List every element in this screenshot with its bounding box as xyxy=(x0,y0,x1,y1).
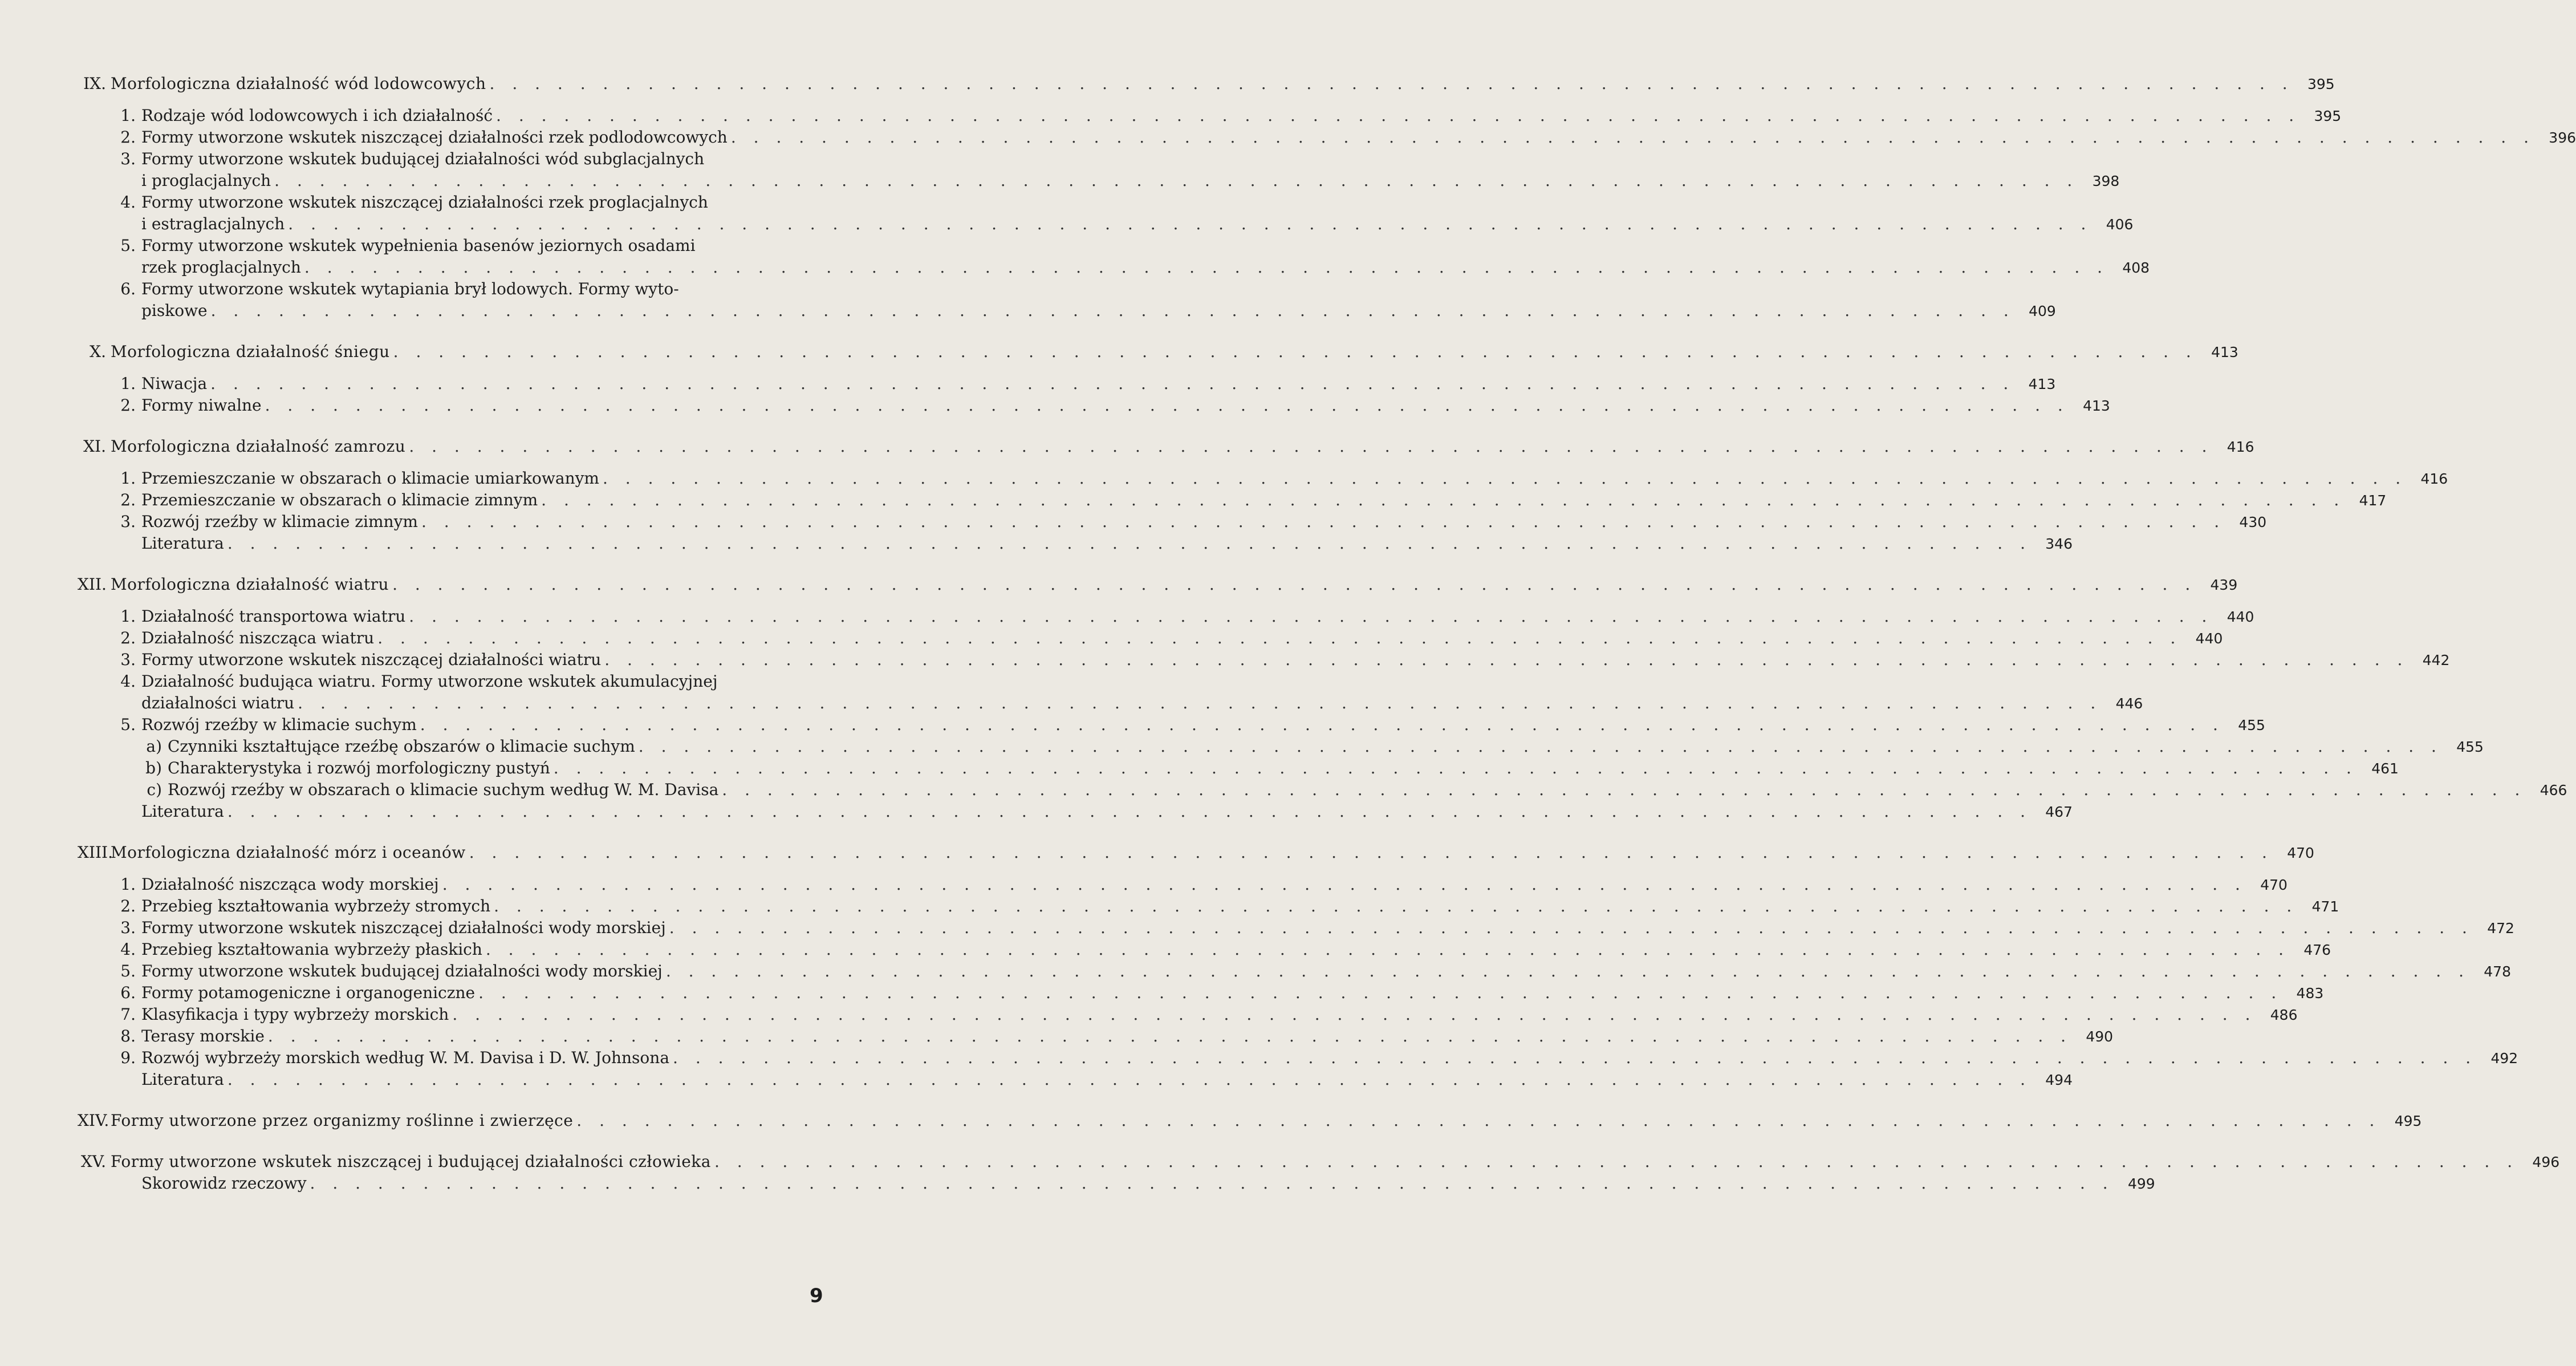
toc-entry-title: i proglacjalnych xyxy=(141,171,271,190)
toc-entry-title: Terasy morskie xyxy=(141,1027,265,1045)
toc-entry-line xyxy=(78,235,785,257)
chapter-heading-number: XIV. xyxy=(78,1111,109,1130)
chapter-heading-title: Morfologiczna działalność śniegu xyxy=(111,342,390,361)
section-gap xyxy=(78,95,785,105)
chapter-heading xyxy=(78,842,2314,864)
toc-entry-title: Formy utworzone wskutek niszczącej działalności wody morskiej xyxy=(141,918,666,937)
literatura-entry-title: Literatura xyxy=(141,1070,224,1089)
dot-leader xyxy=(603,468,2407,489)
toc-entry xyxy=(78,213,2134,235)
dot-leader xyxy=(494,895,2298,917)
toc-entry-page: 440 xyxy=(2195,630,2223,647)
toc-entry-page: 442 xyxy=(2422,652,2450,668)
toc-entry-number: 4. xyxy=(120,940,136,959)
toc-entry-title: Przebieg kształtowania wybrzeży płaskich xyxy=(141,940,482,959)
chapter-heading-page: 395 xyxy=(2307,76,2335,92)
dot-leader xyxy=(469,842,2273,864)
toc-entry-title: Niwacja xyxy=(141,374,208,393)
toc-entry xyxy=(78,649,2450,671)
toc-entry-title: działalności wiatru xyxy=(141,694,295,712)
toc-entry xyxy=(78,170,2120,192)
toc-entry-title: Przemieszczanie w obszarach o klimacie umiarkowanym xyxy=(141,469,599,488)
literatura-entry-title: Skorowidz rzeczowy xyxy=(141,1174,307,1193)
toc-entry-title: Przemieszczanie w obszarach o klimacie zimnym xyxy=(141,491,538,509)
dot-leader xyxy=(393,341,2197,363)
toc-entry-line xyxy=(78,278,785,300)
toc-entry-number: 3. xyxy=(120,149,136,168)
table-of-contents xyxy=(78,73,2576,1194)
toc-entry xyxy=(78,692,2143,714)
dot-leader xyxy=(304,257,2108,278)
toc-entry-number: 8. xyxy=(120,1027,136,1045)
toc-entry-page: 440 xyxy=(2226,609,2254,625)
chapter-gap xyxy=(78,1091,785,1110)
chapter-heading xyxy=(78,1151,2560,1173)
toc-entry-page: 446 xyxy=(2115,695,2143,712)
chapter-gap xyxy=(78,416,785,436)
toc-entry-title: Rodzaje wód lodowcowych i ich działalność xyxy=(141,106,493,125)
toc-entry-number: 4. xyxy=(120,193,136,212)
chapter-heading-page: 495 xyxy=(2394,1113,2422,1129)
toc-entry-title: Działalność niszcząca wody morskiej xyxy=(141,875,439,894)
chapter-gap xyxy=(78,322,785,341)
dot-leader xyxy=(265,395,2069,416)
dot-leader xyxy=(377,627,2181,649)
literatura-entry-page: 467 xyxy=(2045,804,2073,820)
literatura-entry xyxy=(78,801,2073,822)
toc-entry-number: 6. xyxy=(120,279,136,298)
toc-subentry xyxy=(78,736,2484,757)
toc-entry-title: Formy utworzone wskutek niszczącej działalności rzek podlodowcowych xyxy=(141,128,728,147)
chapter-heading-title: Morfologiczna działalność zamrozu xyxy=(111,437,406,456)
chapter-heading-title: Morfologiczna działalność wód lodowcowych xyxy=(111,74,486,93)
toc-entry xyxy=(78,982,2324,1004)
toc-entry-title: Rozwój rzeźby w klimacie zimnym xyxy=(141,512,418,531)
toc-entry-page: 486 xyxy=(2270,1007,2298,1023)
section-gap xyxy=(78,595,785,606)
literatura-entry xyxy=(78,1069,2073,1091)
toc-entry xyxy=(78,939,2331,960)
chapter-heading-number: XIII. xyxy=(78,843,113,862)
toc-subentry xyxy=(78,757,2399,779)
toc-subentry-page: 466 xyxy=(2540,782,2567,798)
chapter-heading-title: Morfologiczna działalność mórz i oceanów xyxy=(111,843,466,862)
chapter-heading-number: XV. xyxy=(80,1152,106,1171)
dot-leader xyxy=(666,960,2470,982)
toc-entry-title: Przebieg kształtowania wybrzeży stromych xyxy=(141,897,491,915)
toc-subentry-number: c) xyxy=(147,780,162,799)
toc-entry xyxy=(78,511,2267,533)
dot-leader xyxy=(604,649,2408,671)
toc-entry-number: 2. xyxy=(120,897,136,915)
toc-entry-page: 472 xyxy=(2487,920,2514,937)
chapter-gap xyxy=(78,822,785,842)
toc-entry xyxy=(78,627,2223,649)
dot-leader xyxy=(714,1151,2518,1173)
toc-entry-page: 396 xyxy=(2549,129,2576,146)
toc-entry-number: 1. xyxy=(120,374,136,393)
toc-entry-title: Rozwój rzeźby w klimacie suchym xyxy=(141,715,417,734)
toc-entry xyxy=(78,960,2511,982)
dot-leader xyxy=(288,213,2092,235)
dot-leader xyxy=(227,1069,2031,1091)
toc-entry xyxy=(78,395,2110,416)
toc-entry-number: 2. xyxy=(120,396,136,415)
toc-entry-page: 409 xyxy=(2029,303,2056,319)
toc-entry-title: Formy utworzone wskutek niszczącej działalności wiatru xyxy=(141,650,602,669)
toc-entry-title: Formy utworzone wskutek wytapiania brył lodowych. Formy wyto- xyxy=(141,279,679,298)
toc-entry-page: 408 xyxy=(2122,260,2150,276)
toc-entry-page: 430 xyxy=(2239,514,2267,530)
toc-entry-page: 470 xyxy=(2260,877,2287,893)
toc-entry-number: 1. xyxy=(120,607,136,626)
toc-entry-number: 3. xyxy=(120,650,136,669)
toc-entry xyxy=(78,917,2514,939)
toc-entry-number: 4. xyxy=(120,672,136,691)
toc-entry-title: i estraglacjalnych xyxy=(141,214,285,233)
chapter-heading xyxy=(78,436,2254,457)
dot-leader xyxy=(486,939,2290,960)
chapter-heading-page: 416 xyxy=(2226,439,2254,455)
toc-entry-page: 478 xyxy=(2484,963,2511,980)
toc-entry-page: 416 xyxy=(2420,471,2448,487)
toc-entry xyxy=(78,300,2056,322)
toc-subentry-number: a) xyxy=(146,737,162,756)
toc-entry-title: rzek proglacjalnych xyxy=(141,258,301,277)
toc-entry xyxy=(78,1025,2114,1047)
toc-entry-number: 6. xyxy=(120,983,136,1002)
toc-entry-page: 413 xyxy=(2083,398,2110,414)
literatura-entry xyxy=(78,1173,2155,1194)
toc-entry-number: 3. xyxy=(120,512,136,531)
literatura-entry-page: 494 xyxy=(2045,1072,2073,1088)
dot-leader xyxy=(442,874,2246,895)
toc-entry-number: 2. xyxy=(120,629,136,647)
chapter-heading xyxy=(78,574,2238,595)
toc-entry-number: 2. xyxy=(120,128,136,147)
toc-entry-number: 7. xyxy=(120,1005,136,1024)
dot-leader xyxy=(392,574,2196,595)
dot-leader xyxy=(669,917,2473,939)
toc-entry xyxy=(78,606,2254,627)
dot-leader xyxy=(310,1173,2114,1194)
dot-leader xyxy=(541,489,2345,511)
dot-leader xyxy=(210,373,2014,395)
toc-entry-number: 5. xyxy=(120,236,136,255)
toc-subentry-page: 455 xyxy=(2456,739,2484,755)
section-gap xyxy=(78,864,785,874)
toc-entry-title: Formy utworzone wskutek niszczącej działalności rzek proglacjalnych xyxy=(141,193,708,212)
toc-entry-title: Działalność niszcząca wiatru xyxy=(141,629,375,647)
literatura-entry-page: 499 xyxy=(2127,1176,2155,1192)
dot-leader xyxy=(409,606,2213,627)
chapter-heading-number: IX. xyxy=(83,74,106,93)
toc-entry-page: 492 xyxy=(2490,1050,2518,1067)
toc-entry xyxy=(78,127,2576,148)
toc-entry-number: 5. xyxy=(120,962,136,980)
toc-entry xyxy=(78,1047,2518,1069)
toc-entry-page: 471 xyxy=(2311,898,2339,915)
toc-entry xyxy=(78,895,2339,917)
toc-entry-title: Klasyfikacja i typy wybrzeży morskich xyxy=(141,1005,449,1024)
toc-entry-title: Działalność transportowa wiatru xyxy=(141,607,406,626)
toc-entry-page: 413 xyxy=(2028,376,2056,392)
dot-leader xyxy=(722,779,2526,801)
dot-leader xyxy=(554,757,2358,779)
toc-entry-page: 395 xyxy=(2314,108,2342,124)
toc-subentry-title: Charakterystyka i rozwój morfologiczny pustyń xyxy=(168,759,550,777)
toc-subentry-title: Czynniki kształtujące rzeźbę obszarów o klimacie suchym xyxy=(168,737,635,756)
toc-subentry-page: 461 xyxy=(2371,760,2399,777)
toc-entry xyxy=(78,257,2150,278)
dot-leader xyxy=(576,1110,2380,1132)
dot-leader xyxy=(639,736,2443,757)
toc-entry-title: Formy utworzone wskutek wypełnienia basenów jeziornych osadami xyxy=(141,236,696,255)
toc-entry xyxy=(78,468,2448,489)
literatura-entry-title: Literatura xyxy=(141,534,224,553)
toc-entry-number: 5. xyxy=(120,715,136,734)
toc-entry-title: Działalność budująca wiatru. Formy utworzone wskutek akumulacyjnej xyxy=(141,672,718,691)
toc-entry-title: piskowe xyxy=(141,301,208,320)
toc-entry-title: Formy niwalne xyxy=(141,396,262,415)
dot-leader xyxy=(227,533,2031,554)
toc-entry-page: 476 xyxy=(2303,942,2331,958)
toc-subentry-title: Rozwój rzeźby w obszarach o klimacie suchym według W. M. Davisa xyxy=(168,780,719,799)
chapter-heading-page: 470 xyxy=(2287,845,2314,861)
chapter-heading-page: 496 xyxy=(2532,1154,2560,1170)
chapter-heading xyxy=(78,1110,2422,1132)
page-number: 9 xyxy=(810,1284,823,1307)
toc-subentry-number: b) xyxy=(145,759,162,777)
chapter-gap xyxy=(78,554,785,574)
toc-entry-number: 1. xyxy=(120,106,136,125)
toc-entry-page: 406 xyxy=(2106,216,2134,233)
dot-leader xyxy=(421,511,2225,533)
toc-entry xyxy=(78,1004,2298,1025)
toc-entry-line xyxy=(78,671,785,692)
toc-entry-page: 455 xyxy=(2238,717,2265,733)
toc-entry xyxy=(78,373,2056,395)
toc-entry-title: Rozwój wybrzeży morskich według W. M. Davisa i D. W. Johnsona xyxy=(141,1048,670,1067)
section-gap xyxy=(78,457,785,468)
chapter-heading-title: Formy utworzone wskutek niszczącej i budującej działalności człowieka xyxy=(111,1152,711,1171)
literatura-entry-page: 346 xyxy=(2045,536,2073,552)
chapter-heading-page: 439 xyxy=(2210,577,2238,593)
toc-entry xyxy=(78,105,2342,127)
toc-entry xyxy=(78,489,2387,511)
dot-leader xyxy=(211,300,2015,322)
toc-entry-title: Formy utworzone wskutek budującej działalności wody morskiej xyxy=(141,962,663,980)
dot-leader xyxy=(673,1047,2477,1069)
chapter-heading-number: X. xyxy=(90,342,106,361)
chapter-heading-title: Morfologiczna działalność wiatru xyxy=(111,575,389,594)
toc-entry-number: 9. xyxy=(120,1048,136,1067)
toc-entry xyxy=(78,714,2265,736)
section-gap xyxy=(78,363,785,373)
dot-leader xyxy=(452,1004,2256,1025)
chapter-heading-title: Formy utworzone przez organizmy roślinne i zwierzęce xyxy=(111,1111,574,1130)
chapter-gap xyxy=(78,1132,785,1151)
dot-leader xyxy=(409,436,2213,457)
literatura-entry-title: Literatura xyxy=(141,802,224,821)
dot-leader xyxy=(496,105,2300,127)
dot-leader xyxy=(420,714,2224,736)
toc-entry-title: Formy potamogeniczne i organogeniczne xyxy=(141,983,476,1002)
chapter-heading xyxy=(78,341,2238,363)
toc-subentry xyxy=(78,779,2567,801)
dot-leader xyxy=(298,692,2102,714)
toc-entry-title: Formy utworzone wskutek budującej działalności wód subglacjalnych xyxy=(141,149,705,168)
toc-entry-line xyxy=(78,192,785,213)
chapter-heading xyxy=(78,73,2335,95)
chapter-heading-number: XI. xyxy=(83,437,106,456)
dot-leader xyxy=(731,127,2535,148)
dot-leader xyxy=(268,1025,2072,1047)
toc-entry-number: 1. xyxy=(120,875,136,894)
toc-entry-page: 490 xyxy=(2086,1028,2114,1045)
dot-leader xyxy=(490,73,2294,95)
toc-entry-number: 3. xyxy=(120,918,136,937)
chapter-heading-number: XII. xyxy=(78,575,107,594)
toc-entry-page: 417 xyxy=(2359,492,2387,509)
dot-leader xyxy=(274,170,2078,192)
toc-entry-number: 2. xyxy=(120,491,136,509)
toc-entry-number: 1. xyxy=(120,469,136,488)
chapter-heading-page: 413 xyxy=(2211,344,2238,360)
dot-leader xyxy=(478,982,2282,1004)
dot-leader xyxy=(227,801,2031,822)
toc-entry xyxy=(78,874,2287,895)
toc-entry-line xyxy=(78,148,785,170)
literatura-entry xyxy=(78,533,2073,554)
toc-entry-page: 398 xyxy=(2092,173,2120,189)
toc-entry-page: 483 xyxy=(2296,985,2324,1002)
